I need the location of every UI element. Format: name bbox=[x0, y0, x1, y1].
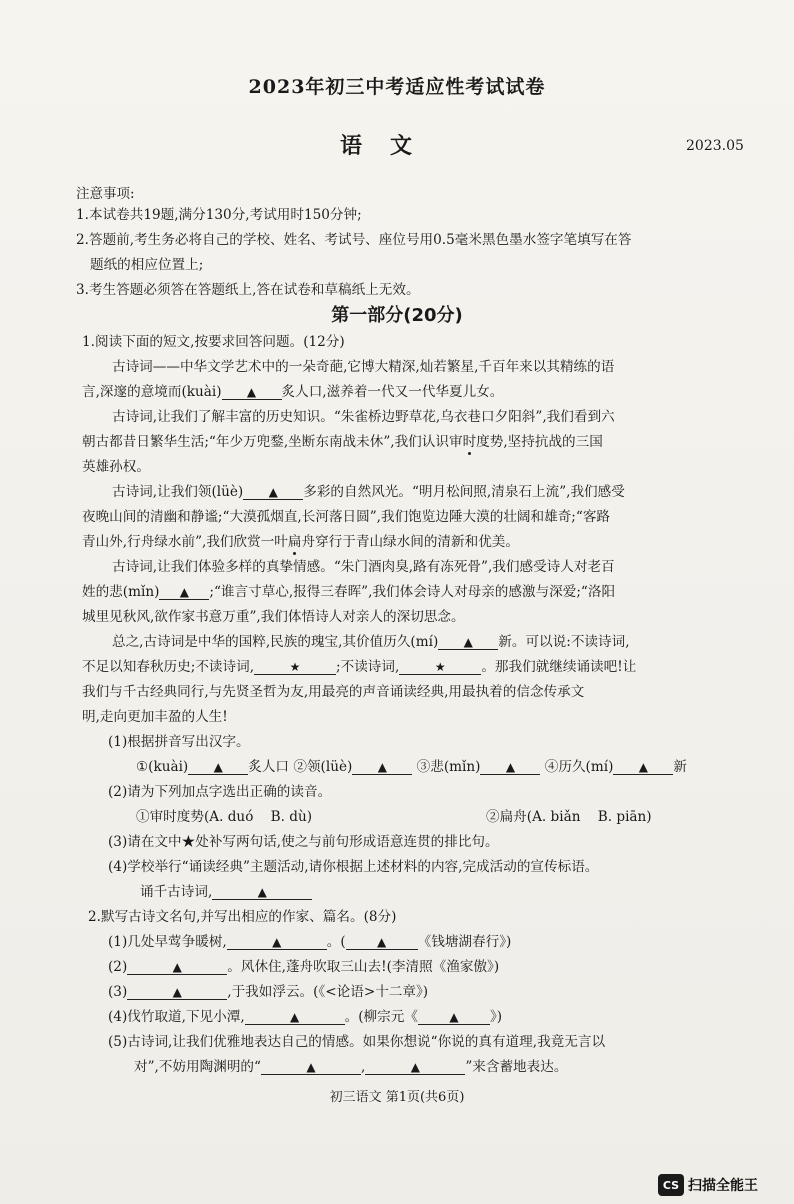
note-1: 1.本试卷共19题,满分130分,考试用时150分钟; bbox=[76, 207, 362, 223]
q2-a5b-post: ”来含蓄地表达。 bbox=[465, 1059, 568, 1075]
q2-a1 bbox=[108, 933, 511, 951]
q1-p3c-pre: 青山外,行舟绿水前”,我们欣赏一叶 bbox=[82, 534, 288, 550]
q1-p3c-post: 舟穿行于青山绿水间的清新和优美。 bbox=[301, 534, 519, 550]
dotted-char-bian: 扁 bbox=[287, 534, 302, 550]
page-footer: 初三语文 第1页(共6页) bbox=[329, 1090, 465, 1105]
q2-a2-post: 。风休住,蓬舟吹取三山去!(李清照《渔家傲》) bbox=[227, 959, 500, 975]
pinyin-2: ②领(lüè) bbox=[293, 759, 353, 775]
q2-a3-pre: (3) bbox=[108, 984, 128, 1000]
q1-p2b-post: 度势,坚持抗战的三国 bbox=[476, 434, 603, 450]
q1-p5a-post: 新。可以说:不读诗词, bbox=[498, 634, 630, 650]
pinyin-1-tail: 炙人口 bbox=[248, 759, 290, 775]
q2-a3 bbox=[108, 983, 428, 1001]
q2-a5b-mid: , bbox=[360, 1059, 366, 1075]
answer-blank[interactable]: ▲ bbox=[352, 760, 412, 775]
q1-p4b-pre: 姓的悲(mǐn) bbox=[82, 584, 160, 600]
subject-title bbox=[340, 129, 440, 160]
q1-p3b: 夜晚山间的清幽和静谧;“大漠孤烟直,长河落日圆”,我们饱览边陲大漠的壮阔和雄奇;“客路 bbox=[82, 509, 611, 525]
note-3: 3.考生答题必须答在答题纸上,答在试卷和草稿纸上无效。 bbox=[76, 282, 420, 298]
q1-s1-items bbox=[136, 758, 687, 776]
q2-a4-post: 》) bbox=[489, 1009, 503, 1025]
q1-p3a-pre: 古诗词,让我们领(lüè) bbox=[112, 484, 244, 500]
q2-a4 bbox=[108, 1008, 502, 1026]
pinyin-1: ①(kuài) bbox=[136, 759, 189, 775]
answer-blank[interactable]: ▲ bbox=[261, 1060, 361, 1075]
q1-p5a-pre: 总之,古诗词是中华的国粹,民族的瑰宝,其价值历久(mí) bbox=[112, 634, 439, 650]
q1-s4: (4)学校举行“诵读经典”主题活动,请你根据上述材料的内容,完成活动的宣传标语。 bbox=[108, 859, 599, 875]
pinyin-4: ④历久(mí) bbox=[544, 759, 614, 775]
q1-s2-opt2 bbox=[486, 808, 652, 826]
q2-a4-pre: (4)伐竹取道,下见小潭, bbox=[108, 1009, 245, 1025]
answer-blank[interactable]: ▲ bbox=[418, 1010, 490, 1025]
notes-title: 注意事项: bbox=[76, 186, 135, 202]
q2-a1-mid: 。( bbox=[326, 934, 346, 950]
opt1-a: ①审时度势(A. duó bbox=[136, 809, 254, 825]
q1-stem: 1.阅读下面的短文,按要求回答问题。(12分) bbox=[82, 334, 345, 350]
q1-p3a-post: 多彩的自然风光。“明月松间照,清泉石上流”,我们感受 bbox=[303, 484, 625, 500]
q1-s3: (3)请在文中★处补写两句话,使之与前句形成语意连贯的排比句。 bbox=[108, 834, 499, 850]
q2-a5b-pre: 对”,不妨用陶渊明的“ bbox=[134, 1059, 261, 1075]
q1-p5a bbox=[112, 633, 630, 651]
q2-a1-pre: (1)几处早莺争暖树, bbox=[108, 934, 227, 950]
note-2b: 题纸的相应位置上; bbox=[90, 257, 204, 273]
q1-s2: (2)请为下列加点字选出正确的读音。 bbox=[108, 784, 332, 800]
q1-p2c: 英雄孙权。 bbox=[82, 459, 150, 475]
answer-blank[interactable]: ▲ bbox=[212, 885, 312, 900]
answer-blank[interactable]: ▲ bbox=[365, 1060, 465, 1075]
pinyin-3: ③悲(mǐn) bbox=[416, 759, 481, 775]
answer-blank[interactable]: ▲ bbox=[127, 985, 227, 1000]
note-2a: 2.答题前,考生务必将自己的学校、姓名、考试号、座位号用0.5毫米黑色墨水签字笔填写在答 bbox=[76, 232, 632, 248]
star-blank[interactable]: ★ bbox=[254, 660, 336, 675]
q1-p1a: 古诗词——中华文学艺术中的一朵奇葩,它博大精深,灿若繁星,千百年来以其精练的语 bbox=[112, 359, 615, 375]
q2-a2-pre: (2) bbox=[108, 959, 128, 975]
q2-a1-post: 《钱塘湖春行》) bbox=[417, 934, 512, 950]
answer-blank[interactable]: ▲ bbox=[613, 760, 673, 775]
q1-p5c: 我们与千古经典同行,与先贤圣哲为友,用最亮的声音诵读经典,用最执着的信念传承文 bbox=[82, 684, 585, 700]
q1-p1b bbox=[82, 383, 503, 401]
q1-p1b-pre: 言,深邃的意境而(kuài) bbox=[82, 384, 222, 400]
q2-a2 bbox=[108, 958, 499, 976]
q1-p4b-post: ;“谁言寸草心,报得三春晖”,我们体会诗人对母亲的感激与深爱;“洛阳 bbox=[209, 584, 616, 600]
q2-stem: 2.默写古诗文名句,并写出相应的作家、篇名。(8分) bbox=[88, 909, 397, 925]
q1-s2-opt1 bbox=[136, 808, 312, 826]
answer-blank[interactable]: ▲ bbox=[346, 935, 418, 950]
slogan-prefix: 诵千古诗词, bbox=[140, 884, 213, 900]
q1-p5b-post: 。那我们就继续诵读吧!让 bbox=[481, 659, 637, 675]
answer-blank[interactable]: ▲ bbox=[127, 960, 227, 975]
q1-p2b-pre: 朝古都昔日繁华生活;“年少万兜鍪,坐断东南战未休”,我们认识审 bbox=[82, 434, 463, 450]
exam-date: 2023.05 bbox=[686, 138, 744, 154]
answer-blank[interactable]: ▲ bbox=[222, 385, 282, 400]
scanner-logo-text: 扫描全能王 bbox=[688, 1178, 758, 1194]
opt2-b: B. piān) bbox=[597, 809, 652, 825]
q1-p3c bbox=[82, 533, 519, 551]
q1-p5b-mid: ;不读诗词, bbox=[336, 659, 400, 675]
q1-p5b-pre: 不足以知春秋历史;不读诗词, bbox=[82, 659, 255, 675]
answer-blank[interactable]: ▲ bbox=[480, 760, 540, 775]
q1-p2b bbox=[82, 433, 603, 451]
q2-a3-post: ,于我如浮云。(《<论语>十二章》) bbox=[227, 984, 429, 1000]
answer-blank[interactable]: ▲ bbox=[227, 935, 327, 950]
q2-a5a: (5)古诗词,让我们优雅地表达自己的情感。如果你想说“你说的真有道理,我竟无言以 bbox=[108, 1034, 606, 1050]
opt1-b: B. dù) bbox=[270, 809, 313, 825]
q1-p5d: 明,走向更加丰盈的人生! bbox=[82, 709, 228, 725]
q1-s1: (1)根据拼音写出汉字。 bbox=[108, 734, 250, 750]
camscanner-logo-icon: CS bbox=[658, 1174, 684, 1196]
q1-p3a bbox=[112, 483, 625, 501]
answer-blank[interactable]: ▲ bbox=[159, 585, 209, 600]
q1-p5b bbox=[82, 658, 636, 676]
section-title: 第一部分(20分) bbox=[331, 305, 463, 326]
exam-title: 2023年初三中考适应性考试试卷 bbox=[248, 76, 546, 98]
dotted-char-shi: 时 bbox=[462, 434, 477, 450]
q2-a4-mid: 。(柳宗元《 bbox=[344, 1009, 418, 1025]
q1-p2a: 古诗词,让我们了解丰富的历史知识。“朱雀桥边野草花,乌衣巷口夕阳斜”,我们看到六 bbox=[112, 409, 615, 425]
q1-s4-line bbox=[140, 883, 312, 901]
subject-char-2: 文 bbox=[390, 133, 419, 159]
opt2-a: ②扁舟(A. biǎn bbox=[486, 809, 581, 825]
subject-char-1: 语 bbox=[340, 133, 369, 159]
answer-blank[interactable]: ▲ bbox=[243, 485, 303, 500]
scanner-watermark bbox=[658, 1172, 758, 1198]
q1-p4a: 古诗词,让我们体验多样的真挚情感。“朱门酒肉臭,路有冻死骨”,我们感受诗人对老百 bbox=[112, 559, 615, 575]
q1-p4c: 城里见秋风,欲作家书意万重”,我们体悟诗人对亲人的深切思念。 bbox=[82, 609, 465, 625]
star-blank[interactable]: ★ bbox=[399, 660, 481, 675]
answer-blank[interactable]: ▲ bbox=[188, 760, 248, 775]
q2-a5b bbox=[134, 1058, 567, 1076]
pinyin-4-tail: 新 bbox=[673, 759, 687, 775]
answer-blank[interactable]: ▲ bbox=[245, 1010, 345, 1025]
answer-blank[interactable]: ▲ bbox=[438, 635, 498, 650]
q1-p1b-post: 炙人口,滋养着一代又一代华夏儿女。 bbox=[281, 384, 504, 400]
q1-p4b bbox=[82, 583, 615, 601]
